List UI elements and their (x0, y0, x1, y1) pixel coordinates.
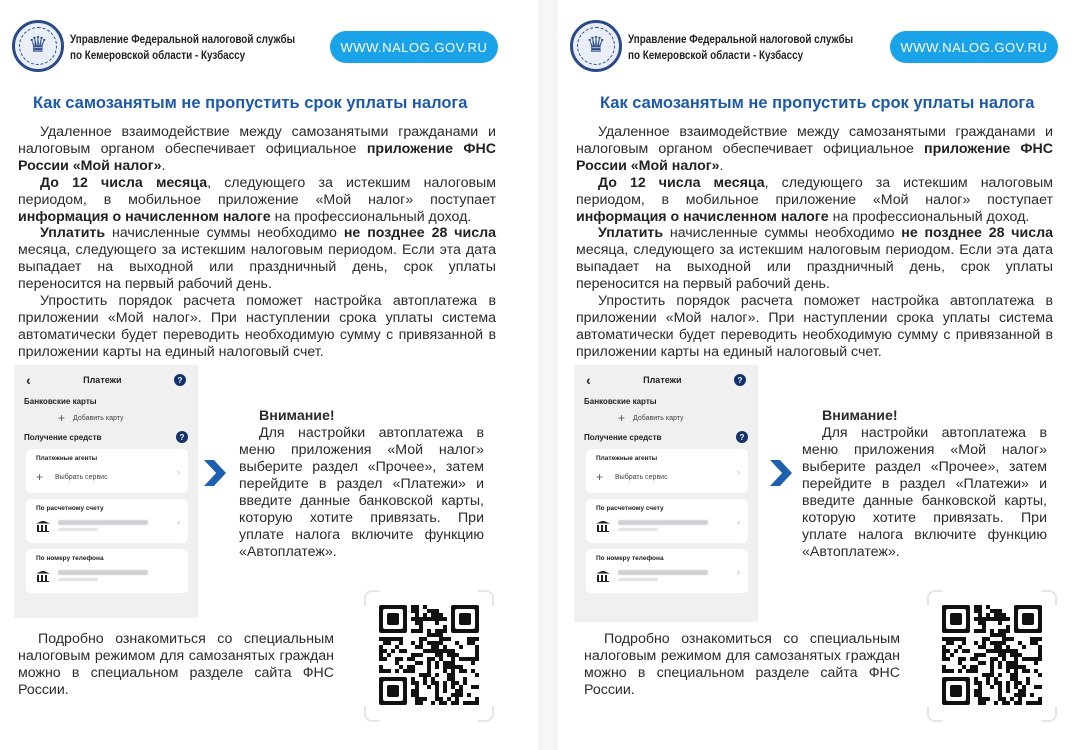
page-title: Как самозанятым не пропустить срок уплаты налога (600, 94, 1035, 112)
bank-icon (36, 571, 50, 581)
help-icon: ? (734, 374, 746, 386)
qr-code-graphic (376, 602, 482, 710)
screen-title: Платежи (643, 375, 682, 385)
account-card: По расчетному счету › (586, 499, 748, 543)
attention-heading: Внимание! (259, 408, 335, 424)
org-name (628, 32, 877, 64)
footer-text: Подробно ознакомиться со специальным налоговым режимом для самозанятых граждан можно в специальном разделе сайта ФНС России. (18, 631, 334, 698)
plus-icon: + (618, 411, 626, 425)
phone-card: По номеру телефона › (586, 549, 748, 593)
phone-card: По номеру телефона (26, 549, 188, 593)
org-name-line1: Управление Федеральной налоговой службы (70, 34, 296, 46)
fns-emblem-icon: ♛ (570, 20, 622, 72)
paragraph-1: Удаленное взаимодействие между самозанятыми гражданами и налоговым органом обеспечивает официальное приложение ФНС России «Мой налог». (576, 124, 1053, 174)
page-gap (538, 0, 558, 750)
page-title: Как самозанятым не пропустить срок уплаты налога (33, 94, 468, 112)
org-name (70, 32, 319, 64)
paragraph-2: До 12 числа месяца, следующего за истекшим налоговым периодом, в мобильное приложение «Мой налог» поступает информация о начисленном налоге на профессиональный доход. (18, 174, 496, 225)
agents-card: Платежные агенты + Выбрать сервис › (586, 449, 748, 493)
plus-icon: + (596, 470, 604, 484)
help-icon: ? (736, 431, 748, 443)
paragraph-4: Упростить порядок расчета поможет настройка автоплатежа в приложении «Мой налог». При наступлении срока уплаты система автоматически будет переводить необходимую сумму с привязанной в приложении карты на единый налоговый счет. (18, 293, 496, 360)
plus-icon: + (36, 470, 44, 484)
paragraph-4: Упростить порядок расчета поможет настройка автоплатежа в приложении «Мой налог». При наступлении срока уплаты система автоматически будет переводить необходимую сумму с привязанной в приложении карты на единый налоговый счет. (576, 293, 1053, 360)
add-card-row: + Добавить карту (58, 411, 124, 425)
site-link-button[interactable]: WWW.NALOG.GOV.RU (890, 31, 1058, 63)
help-icon: ? (174, 374, 186, 386)
attention-text: Для настройки автоплатежа в меню приложения «Мой налог» выберите раздел «Прочее», затем перейдите в раздел «Платежи» и введите данные банковской карты, которую хотите привязать. При уплате налога включите функцию «Автоплатеж». (802, 425, 1047, 560)
fns-emblem-icon: ♛ (12, 20, 64, 72)
org-name-line1: Управление Федеральной налоговой службы (628, 34, 854, 46)
section-receive: Получение средств ? (574, 431, 758, 443)
back-icon: ‹ (26, 372, 31, 388)
chevron-right-icon (770, 460, 792, 486)
agents-card: Платежные агенты + Выбрать сервис › (26, 449, 188, 493)
leaflet-page-right (558, 0, 1077, 750)
org-name-line2: по Кемеровской области - Кузбассу (628, 50, 804, 62)
paragraph-2: До 12 числа месяца, следующего за истекшим налоговым периодом, в мобильное приложение «Мой налог» поступает информация о начисленном налоге на профессиональный доход. (576, 174, 1053, 225)
qr-code-icon[interactable] (927, 590, 1057, 722)
paragraph-3: Уплатить начисленные суммы необходимо не позднее 28 числа месяца, следующего за истекшим налоговым периодом. Если эта дата выпадает на выходной или праздничный день, срок уплаты переносится на первый рабочий день. (18, 225, 496, 293)
attention-block (802, 408, 1047, 561)
qr-code-icon[interactable] (364, 590, 494, 722)
chevron-right-icon: › (737, 567, 740, 577)
help-icon: ? (176, 431, 188, 443)
attention-block (239, 408, 484, 561)
back-icon: ‹ (586, 372, 591, 388)
paragraph-1: Удаленное взаимодействие между самозанятыми гражданами и налоговым органом обеспечивает официальное приложение ФНС России «Мой налог». (18, 124, 496, 174)
chevron-right-icon: › (737, 467, 740, 477)
leaflet-page-left (0, 0, 538, 750)
section-receive: Получение средств ? (14, 431, 198, 443)
chevron-right-icon (204, 460, 226, 486)
plus-icon: + (58, 411, 66, 425)
attention-heading: Внимание! (822, 408, 898, 424)
app-screenshot (14, 365, 198, 618)
section-bank-cards: Банковские карты (584, 396, 657, 406)
bank-icon (596, 571, 610, 581)
screen-title: Платежи (83, 375, 122, 385)
bank-icon (36, 521, 50, 531)
bank-icon (596, 521, 610, 531)
body-text (18, 124, 496, 361)
add-card-row: + Добавить карту (618, 411, 684, 425)
chevron-right-icon: › (737, 517, 740, 527)
section-bank-cards: Банковские карты (24, 396, 97, 406)
app-screenshot (574, 365, 758, 622)
qr-code-graphic (939, 602, 1045, 710)
paragraph-3: Уплатить начисленные суммы необходимо не позднее 28 числа месяца, следующего за истекшим налоговым периодом. Если эта дата выпадает на выходной или праздничный день, срок уплаты переносится на первый рабочий день. (576, 225, 1053, 293)
chevron-right-icon: › (177, 517, 180, 527)
body-text (576, 124, 1053, 361)
footer-text: Подробно ознакомиться со специальным налоговым режимом для самозанятых граждан можно в специальном разделе сайта ФНС России. (584, 631, 900, 698)
org-name-line2: по Кемеровской области - Кузбассу (70, 50, 246, 62)
chevron-right-icon: › (177, 467, 180, 477)
site-link-button[interactable]: WWW.NALOG.GOV.RU (330, 31, 498, 63)
attention-text: Для настройки автоплатежа в меню приложения «Мой налог» выберите раздел «Прочее», затем перейдите в раздел «Платежи» и введите данные банковской карты, которую хотите привязать. При уплате налога включите функцию «Автоплатеж». (239, 425, 484, 560)
account-card: По расчетному счету › (26, 499, 188, 543)
